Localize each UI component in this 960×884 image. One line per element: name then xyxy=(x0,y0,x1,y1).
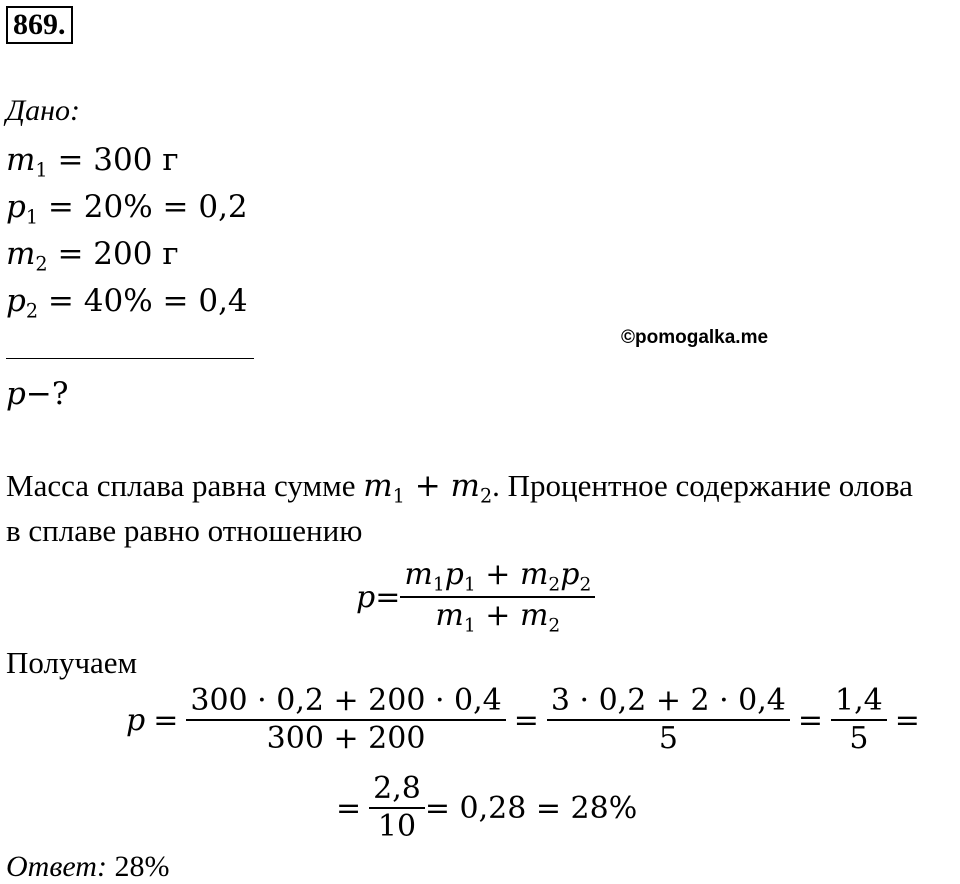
given-divider xyxy=(6,358,254,359)
given-p2 xyxy=(6,283,248,323)
denominator: 5 xyxy=(831,719,887,757)
question: −? xyxy=(25,376,69,412)
value: = 20% = 0,2 xyxy=(38,189,248,225)
answer xyxy=(6,850,169,884)
given-p1 xyxy=(6,189,248,229)
numerator: 1,4 xyxy=(835,683,883,718)
text: Масса сплава равна сумме xyxy=(6,468,364,503)
var: p xyxy=(6,376,26,412)
lhs: p xyxy=(126,702,146,738)
equals: = xyxy=(797,702,824,738)
equals: = xyxy=(336,790,362,826)
var: p xyxy=(6,189,26,225)
fraction-4 xyxy=(369,772,425,845)
var: m xyxy=(6,142,36,178)
fraction-3 xyxy=(831,684,887,757)
denominator: $m_1 + m_2$ xyxy=(400,596,595,638)
text: . Процентное содержание олова xyxy=(492,468,913,503)
numerator: 300 · 0,2 + 200 · 0,4 xyxy=(190,683,502,718)
equals: = xyxy=(153,702,179,738)
general-formula xyxy=(356,558,595,638)
equals: = xyxy=(894,702,920,738)
fraction-1 xyxy=(186,684,505,757)
watermark: ©pomogalka.me xyxy=(621,327,769,348)
calculation-line1 xyxy=(126,684,928,757)
value: = 40% = 0,4 xyxy=(38,283,248,319)
problem-number: 869. xyxy=(6,6,73,44)
var: p xyxy=(6,283,26,319)
numerator: 3 · 0,2 + 2 · 0,4 xyxy=(550,683,786,718)
subscript: 1 xyxy=(35,158,48,182)
given-label: Дано: xyxy=(6,94,80,127)
equals: = xyxy=(513,702,539,738)
fraction xyxy=(400,558,595,638)
find-line xyxy=(6,376,68,412)
subscript: 2 xyxy=(35,252,48,276)
result: = 0,28 = 28% xyxy=(424,790,638,826)
denominator: 10 xyxy=(369,807,425,845)
var: m xyxy=(6,236,36,272)
answer-value: 28% xyxy=(106,850,170,883)
equals: = xyxy=(375,580,401,616)
plus: + xyxy=(404,468,451,504)
lhs: p xyxy=(356,580,376,616)
var: m xyxy=(450,468,480,504)
given-m1 xyxy=(6,142,179,182)
denominator: 5 xyxy=(547,719,790,757)
answer-label: Ответ: xyxy=(6,850,107,883)
value: = 200 г xyxy=(47,236,179,272)
solution-paragraph-line2: в сплаве равно отношению xyxy=(6,513,363,548)
subscript: 2 xyxy=(479,484,493,508)
numerator: $m_1p_1 + m_2p_2$ xyxy=(404,557,592,596)
numerator: 2,8 xyxy=(373,771,421,806)
solution-paragraph-line1 xyxy=(6,468,913,508)
denominator: 300 + 200 xyxy=(186,719,505,757)
fraction-2 xyxy=(547,684,790,757)
given-m2 xyxy=(6,236,179,276)
calculation-line2 xyxy=(336,772,637,845)
subscript: 1 xyxy=(392,484,405,508)
subscript: 1 xyxy=(25,205,39,229)
var: m xyxy=(363,468,393,504)
value: = 300 г xyxy=(47,142,179,178)
subscript: 2 xyxy=(25,299,39,323)
get-label: Получаем xyxy=(6,645,138,680)
